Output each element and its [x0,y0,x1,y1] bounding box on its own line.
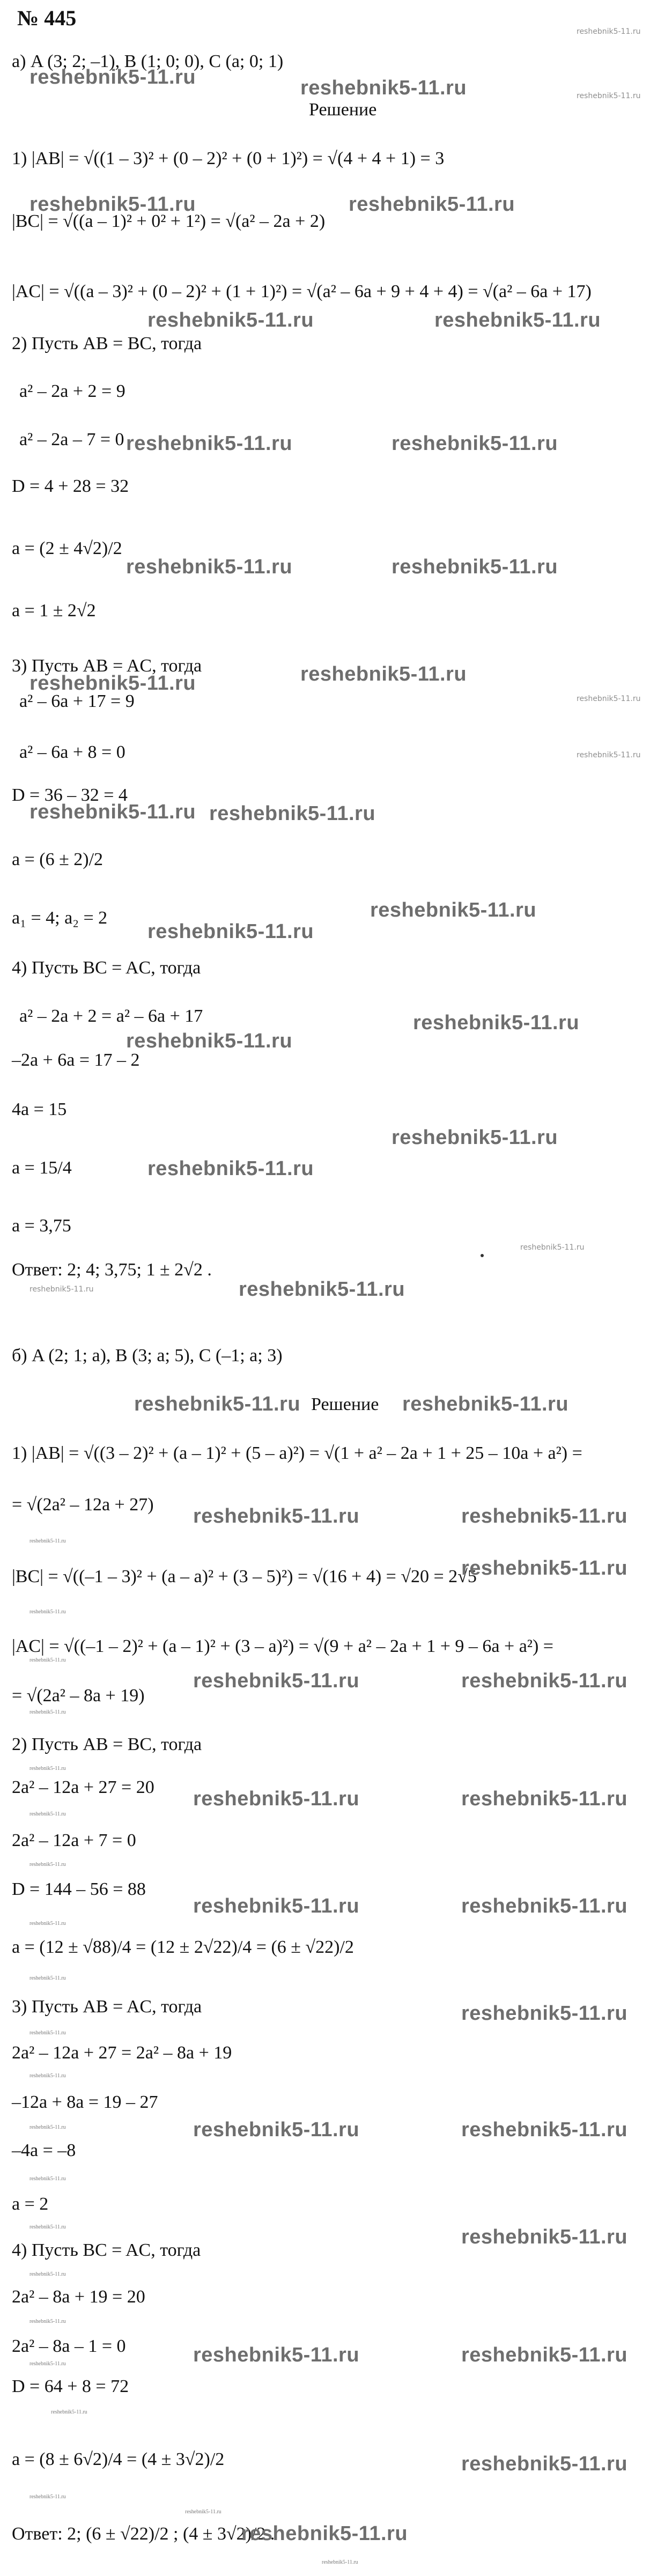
watermark-small: reshebnik5-11.ru [29,2176,66,2182]
part-b-line-14: –4a = –8 [12,2140,76,2160]
watermark: reshebnik5-11.ru [193,1505,360,1527]
watermark: reshebnik5-11.ru [461,2453,628,2475]
part-a-line-3: |AC| = √((a – 3)² + (0 – 2)² + (1 + 1)²) = √(a² – 6a + 9 + 4 + 4) = √(a² – 6a + 17) [12,282,592,301]
watermark-small: reshebnik5-11.ru [29,1538,66,1544]
watermark: reshebnik5-11.ru [392,432,558,455]
part-a-line-16: 4) Пусть BC = AC, тогда [12,958,201,978]
part-b-line-17: 2a² – 8a + 19 = 20 [12,2287,145,2307]
watermark: reshebnik5-11.ru [134,1393,301,1415]
watermark: reshebnik5-11.ru [126,556,293,578]
part-b-solution-label: Решение [311,1394,379,1414]
watermark-small: reshebnik5-11.ru [577,92,641,100]
part-b-line-13: –12a + 8a = 19 – 27 [12,2092,158,2112]
part-b-line-19: D = 64 + 8 = 72 [12,2376,129,2396]
problem-number: № 445 [17,6,77,30]
part-b-answer: Ответ: 2; (6 ± √22)/2 ; (4 ± 3√2)/2 . [12,2524,275,2544]
watermark: reshebnik5-11.ru [29,801,196,823]
part-a-line-7: D = 4 + 28 = 32 [12,476,129,496]
watermark: reshebnik5-11.ru [29,672,196,695]
watermark: reshebnik5-11.ru [126,432,293,455]
part-b-line-10: a = (12 ± √88)/4 = (12 ± 2√22)/4 = (6 ± √22)/2 [12,1937,354,1957]
watermark: reshebnik5-11.ru [413,1012,580,1034]
watermark-small: reshebnik5-11.ru [51,2409,87,2415]
watermark-small: reshebnik5-11.ru [577,27,641,36]
part-a-answer: Ответ: 2; 4; 3,75; 1 ± 2√2 . [12,1260,212,1280]
watermark: reshebnik5-11.ru [147,1157,314,1180]
part-a-line-5: a² – 2a + 2 = 9 [19,381,125,401]
part-b-line-2: = √(2a² – 12a + 27) [12,1495,154,1515]
part-a-line-10: 3) Пусть AB = AC, тогда [12,656,202,676]
watermark-small: reshebnik5-11.ru [29,1811,66,1817]
watermark: reshebnik5-11.ru [461,1788,628,1810]
part-b-line-15: a = 2 [12,2194,49,2214]
watermark: reshebnik5-11.ru [392,1126,558,1149]
part-b-line-3: |BC| = √((–1 – 3)² + (a – a)² + (3 – 5)²) = √(16 + 4) = √20 = 2√5 [12,1567,477,1586]
watermark-small: reshebnik5-11.ru [29,2271,66,2277]
watermark-small: reshebnik5-11.ru [29,1285,94,1294]
watermark: reshebnik5-11.ru [349,193,515,216]
watermark-small: reshebnik5-11.ru [29,1921,66,1927]
watermark: reshebnik5-11.ru [461,1505,628,1527]
part-a-heading: а) A (3; 2; –1), B (1; 0; 0), C (a; 0; 1) [12,51,284,71]
watermark: reshebnik5-11.ru [461,2119,628,2141]
watermark-small: reshebnik5-11.ru [322,2559,358,2565]
watermark-small: reshebnik5-11.ru [29,1609,66,1615]
watermark: reshebnik5-11.ru [392,556,558,578]
watermark: reshebnik5-11.ru [193,2119,360,2141]
watermark: reshebnik5-11.ru [147,309,314,331]
watermark: reshebnik5-11.ru [300,77,467,99]
watermark: reshebnik5-11.ru [461,1895,628,1917]
part-a-line-21: a = 3,75 [12,1216,71,1236]
watermark: reshebnik5-11.ru [300,663,467,685]
watermark: reshebnik5-11.ru [402,1393,569,1415]
part-a-line-12: a² – 6a + 8 = 0 [19,742,125,762]
stray-dot [481,1254,484,1257]
part-a-line-15: a₁ = 4; a₂ = 2 [12,908,108,928]
part-a-solution-label: Решение [309,100,377,120]
part-a-line-11: a² – 6a + 17 = 9 [19,691,135,711]
watermark-small: reshebnik5-11.ru [29,2224,66,2230]
part-b-line-18: 2a² – 8a – 1 = 0 [12,2336,126,2356]
watermark-small: reshebnik5-11.ru [577,751,641,759]
watermark: reshebnik5-11.ru [209,802,376,825]
part-b-line-4: |AC| = √((–1 – 2)² + (a – 1)² + (3 – a)²) = √(9 + a² – 2a + 1 + 9 – 6a + a²) = [12,1636,553,1656]
watermark: reshebnik5-11.ru [434,309,601,331]
watermark: reshebnik5-11.ru [239,1278,405,1301]
watermark: reshebnik5-11.ru [461,2002,628,2025]
watermark: reshebnik5-11.ru [241,2522,408,2545]
part-b-line-5: = √(2a² – 8a + 19) [12,1686,145,1706]
watermark-small: reshebnik5-11.ru [29,2030,66,2036]
part-a-line-8: a = (2 ± 4√2)/2 [12,538,122,558]
watermark-small: reshebnik5-11.ru [29,1975,66,1981]
part-a-line-1: 1) |AB| = √((1 – 3)² + (0 – 2)² + (0 + 1)²) = √(4 + 4 + 1) = 3 [12,149,445,168]
part-b-line-7: 2a² – 12a + 27 = 20 [12,1777,154,1797]
watermark-small: reshebnik5-11.ru [520,1243,585,1252]
watermark: reshebnik5-11.ru [29,66,196,88]
part-b-heading: б) A (2; 1; a), B (3; a; 5), C (–1; a; 3) [12,1346,283,1365]
watermark: reshebnik5-11.ru [461,2226,628,2248]
part-a-line-6: a² – 2a – 7 = 0 [19,430,124,449]
watermark-small: reshebnik5-11.ru [29,1766,66,1772]
part-a-line-19: 4a = 15 [12,1099,67,1119]
part-a-line-9: a = 1 ± 2√2 [12,601,96,621]
watermark-small: reshebnik5-11.ru [29,2073,66,2079]
part-a-line-4: 2) Пусть AB = BC, тогда [12,334,202,353]
part-b-line-6: 2) Пусть AB = BC, тогда [12,1734,202,1754]
part-a-line-13: D = 36 – 32 = 4 [12,785,128,805]
part-a-line-14: a = (6 ± 2)/2 [12,850,104,869]
watermark: reshebnik5-11.ru [193,2344,360,2366]
watermark: reshebnik5-11.ru [370,899,537,921]
part-b-line-1: 1) |AB| = √((3 – 2)² + (a – 1)² + (5 – a)²) = √(1 + a² – 2a + 1 + 25 – 10a + a²) = [12,1443,582,1463]
watermark-small: reshebnik5-11.ru [185,2509,221,2515]
watermark: reshebnik5-11.ru [29,193,196,216]
watermark: reshebnik5-11.ru [147,920,314,943]
watermark-small: reshebnik5-11.ru [29,1657,66,1663]
watermark: reshebnik5-11.ru [193,1895,360,1917]
watermark: reshebnik5-11.ru [193,1788,360,1810]
watermark-small: reshebnik5-11.ru [29,2319,66,2324]
part-b-line-20: a = (8 ± 6√2)/4 = (4 ± 3√2)/2 [12,2449,225,2469]
watermark: reshebnik5-11.ru [126,1030,293,1052]
watermark: reshebnik5-11.ru [461,2344,628,2366]
watermark: reshebnik5-11.ru [193,1670,360,1692]
watermark-small: reshebnik5-11.ru [29,2361,66,2367]
watermark-small: reshebnik5-11.ru [29,2494,66,2500]
part-a-line-17: a² – 2a + 2 = a² – 6a + 17 [19,1006,203,1026]
part-b-line-16: 4) Пусть BC = AC, тогда [12,2240,201,2260]
part-b-line-8: 2a² – 12a + 7 = 0 [12,1830,136,1850]
part-a-line-2: |BC| = √((a – 1)² + 0² + 1²) = √(a² – 2a + 2) [12,211,326,231]
watermark: reshebnik5-11.ru [461,1670,628,1692]
part-b-line-12: 2a² – 12a + 27 = 2a² – 8a + 19 [12,2043,232,2063]
part-a-line-20: a = 15/4 [12,1158,72,1178]
part-b-line-9: D = 144 – 56 = 88 [12,1879,146,1899]
watermark-small: reshebnik5-11.ru [29,1862,66,1868]
watermark-small: reshebnik5-11.ru [29,1709,66,1715]
watermark: reshebnik5-11.ru [461,1557,628,1579]
part-a-line-18: –2a + 6a = 17 – 2 [12,1050,140,1070]
part-b-line-11: 3) Пусть AB = AC, тогда [12,1997,202,2017]
watermark-small: reshebnik5-11.ru [577,695,641,703]
watermark-small: reshebnik5-11.ru [29,2124,66,2130]
